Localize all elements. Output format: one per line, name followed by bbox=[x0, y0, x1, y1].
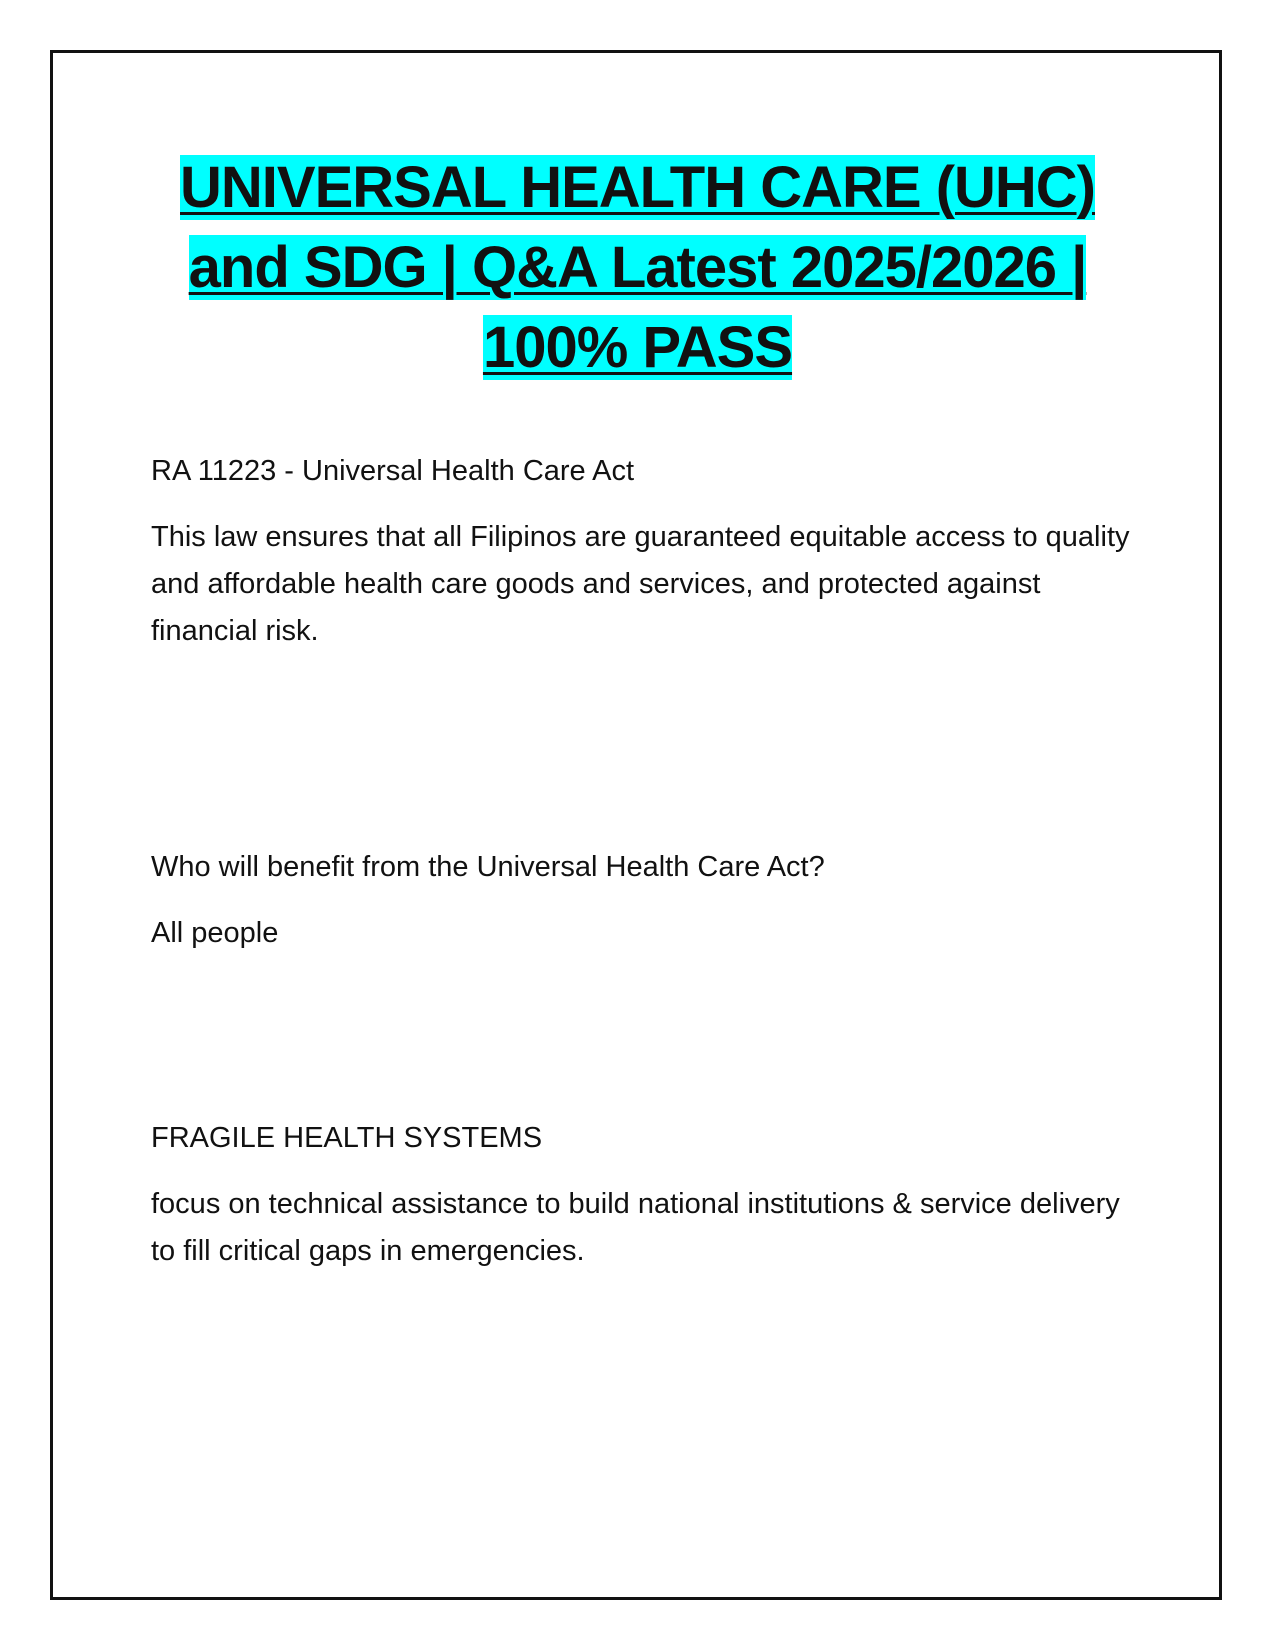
qa-term: RA 11223 - Universal Health Care Act bbox=[151, 455, 635, 487]
qa-item bbox=[151, 1115, 1151, 1275]
qa-definition: This law ensures that all Filipinos are guaranteed equitable access to quality and affordable health care goods and services, and protected against financial risk. bbox=[151, 521, 1130, 647]
qa-term: FRAGILE HEALTH SYSTEMS bbox=[151, 1122, 543, 1154]
title-line-1: UNIVERSAL HEALTH CARE (UHC) bbox=[180, 155, 1095, 220]
qa-term: Who will benefit from the Universal Health Care Act? bbox=[151, 851, 825, 883]
title-line-2: and SDG | Q&A Latest 2025/2026 | bbox=[188, 235, 1087, 300]
qa-item bbox=[151, 448, 1151, 655]
title-line-3: 100% PASS bbox=[482, 315, 793, 380]
document-title bbox=[100, 148, 1175, 388]
qa-definition: All people bbox=[151, 917, 279, 949]
qa-definition: focus on technical assistance to build national institutions & service delivery to fill critical gaps in emergencies. bbox=[151, 1188, 1120, 1267]
qa-item bbox=[151, 844, 1151, 957]
